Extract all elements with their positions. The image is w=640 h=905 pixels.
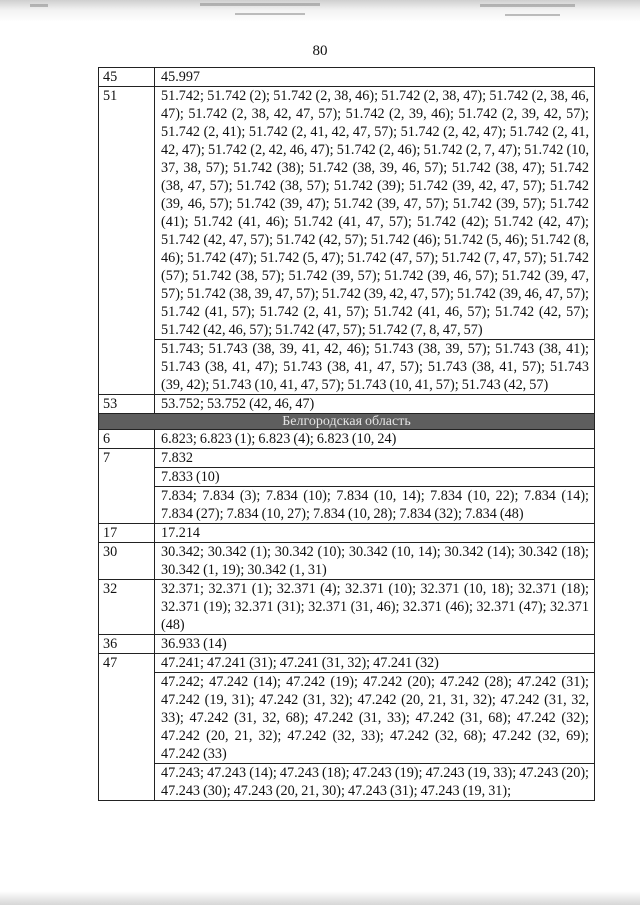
category-code-cell: 53 (99, 395, 155, 414)
category-code-cell: 30 (99, 543, 155, 580)
category-code-cell: 17 (99, 524, 155, 543)
table-row (99, 340, 595, 395)
page-number: 80 (312, 43, 328, 59)
category-code-cell: 51 (99, 87, 155, 395)
table-row (99, 487, 595, 524)
category-code-cell: 32 (99, 580, 155, 635)
scan-artifact (480, 4, 575, 7)
classification-codes-cell: 7.833 (10) (155, 468, 595, 487)
table-row (99, 580, 595, 635)
table-row (99, 449, 595, 468)
category-code-cell: 47 (99, 654, 155, 801)
classification-codes-cell: 51.743; 51.743 (38, 39, 41, 42, 46); 51.743 (38, 39, 57); 51.743 (38, 41); 51.743 (38, 41, 47); 51.743 (38, 41, 47, 57); 51.743 (38, 41, 57); 51.743 (39, 42); 51.743 (10, 41, 47, 57); 51.743 (10, 41, 57); 51.743 (42, 57) (155, 340, 595, 395)
table-row (99, 764, 595, 801)
classification-codes-cell: 30.342; 30.342 (1); 30.342 (10); 30.342 (10, 14); 30.342 (14); 30.342 (18); 30.342 (1, 19); 30.342 (1, 31) (155, 543, 595, 580)
table-row (99, 68, 595, 87)
classification-codes-cell: 17.214 (155, 524, 595, 543)
classification-codes-cell: 32.371; 32.371 (1); 32.371 (4); 32.371 (10); 32.371 (10, 18); 32.371 (18); 32.371 (19); 32.371 (31); 32.371 (31, 46); 32.371 (46); 32.371 (47); 32.371 (48) (155, 580, 595, 635)
region-name: Белгородская область (99, 414, 595, 430)
classification-codes-cell: 47.243; 47.243 (14); 47.243 (18); 47.243 (19); 47.243 (19, 33); 47.243 (20); 47.243 (30); 47.243 (20, 21, 30); 47.243 (31); 47.243 (19, 31); (155, 764, 595, 801)
table-row (99, 524, 595, 543)
category-code-cell: 45 (99, 68, 155, 87)
classification-codes-cell: 6.823; 6.823 (1); 6.823 (4); 6.823 (10, 24) (155, 430, 595, 449)
table-row (99, 543, 595, 580)
classification-codes-cell: 7.834; 7.834 (3); 7.834 (10); 7.834 (10, 14); 7.834 (10, 22); 7.834 (14); 7.834 (27); 7.834 (10, 27); 7.834 (10, 28); 7.834 (32); 7.834 (48) (155, 487, 595, 524)
table-row (99, 654, 595, 673)
category-code-cell: 6 (99, 430, 155, 449)
table-row (99, 468, 595, 487)
classification-codes-cell: 51.742; 51.742 (2); 51.742 (2, 38, 46); 51.742 (2, 38, 47); 51.742 (2, 38, 46, 47); 51.742 (2, 38, 42, 47, 57); 51.742 (2, 39, 46); 51.742 (2, 39, 42, 57); 51.742 (2, 41); 51.742 (2, 41, 42, 47, 57); 51.742 (2, 42, 47); 51.742 (2, 41, 42, 47); 51.742 (2, 42, 46, 47); 51.742 (2, 46); 51.742 (2, 7, 47); 51.742 (10, 37, 38, 57); 51.742 (38); 51.742 (38, 39, 46, 57); 51.742 (38, 47); 51.742 (38, 47, 57); 51.742 (38, 57); 51.742 (39); 51.742 (39, 42, 47, 57); 51.742 (39, 46, 57); 51.742 (39, 47); 51.742 (39, 47, 57); 51.742 (39, 57); 51.742 (41); 51.742 (41, 46); 51.742 (41, 47, 57); 51.742 (42); 51.742 (42, 47); 51.742 (42, 47, 57); 51.742 (42, 57); 51.742 (46); 51.742 (5, 46); 51.742 (8, 46); 51.742 (47); 51.742 (5, 47); 51.742 (47, 57); 51.742 (7, 47, 57); 51.742 (57); 51.742 (38, 57); 51.742 (39, 57); 51.742 (39, 46, 57); 51.742 (39, 47, 57); 51.742 (38, 39, 47, 57); 51.742 (39, 42, 47, 57); 51.742 (39, 46, 47, 57); 51.742 (41, 57); 51.742 (2, 41, 57); 51.742 (41, 46, 57); 51.742 (42, 57); 51.742 (42, 46, 57); 51.742 (47, 57); 51.742 (7, 8, 47, 57) (155, 87, 595, 340)
classification-codes-cell: 36.933 (14) (155, 635, 595, 654)
table-row (99, 635, 595, 654)
scan-bottom-edge (0, 891, 640, 905)
classification-codes-cell: 7.832 (155, 449, 595, 468)
scan-artifact (30, 4, 48, 7)
registry-table-body (99, 68, 595, 801)
table-row (99, 673, 595, 764)
classification-codes-cell: 53.752; 53.752 (42, 46, 47) (155, 395, 595, 414)
table-row (99, 87, 595, 340)
registry-table (98, 67, 595, 801)
category-code-cell: 36 (99, 635, 155, 654)
classification-codes-cell: 47.241; 47.241 (31); 47.241 (31, 32); 47.241 (32) (155, 654, 595, 673)
classification-codes-cell: 45.997 (155, 68, 595, 87)
scan-artifact (505, 14, 560, 16)
category-code-cell: 7 (99, 449, 155, 524)
scan-artifact (235, 13, 305, 15)
classification-codes-cell: 47.242; 47.242 (14); 47.242 (19); 47.242 (20); 47.242 (28); 47.242 (31); 47.242 (19, 31); 47.242 (31, 32); 47.242 (20, 21, 31, 32); 47.242 (31, 32, 33); 47.242 (31, 32, 68); 47.242 (31, 33); 47.242 (31, 68); 47.242 (32); 47.242 (20, 21, 32); 47.242 (32, 33); 47.242 (32, 68); 47.242 (32, 69); 47.242 (33) (155, 673, 595, 764)
table-row (99, 395, 595, 414)
region-header-row (99, 414, 595, 430)
table-row (99, 430, 595, 449)
scan-top-edge (0, 0, 640, 22)
scan-artifact (200, 3, 320, 6)
